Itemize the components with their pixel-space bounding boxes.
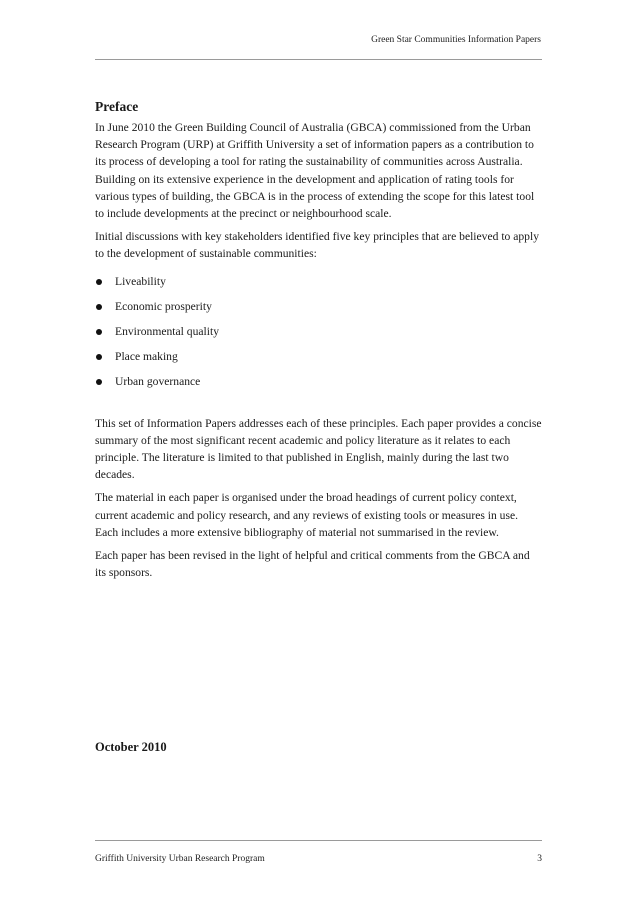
preface-paragraph-4: The material in each paper is organised under the broad headings of current policy context, current academic and policy research, and any reviews of existing tools or measures in use. Each includes a more extensive bibliography of material not summarised in the review. <box>95 491 519 539</box>
footer-organisation: Griffith University Urban Research Program <box>95 854 265 864</box>
principle-label: Liveability <box>115 274 166 288</box>
page-number: 3 <box>537 854 542 864</box>
principle-label: Economic prosperity <box>115 299 212 313</box>
preface-paragraph-1: In June 2010 the Green Building Council of Australia (GBCA) commissioned from the Urban Research Program (URP) at Griffith University a set of information papers as a contribution to its process of developing a tool for rating the sustainability of communities across Australia. Building on its extensive experience in the development and application of rating tools for various types of building, the GBCA is in the process of extending the scope for this latest tool to include developments at the precinct or neighbourhood scale. <box>95 121 535 221</box>
page-body <box>95 98 543 587</box>
preface-heading: Preface <box>95 99 139 114</box>
bullet-icon <box>96 279 102 285</box>
bullet-icon <box>96 304 102 310</box>
list-item <box>95 273 543 298</box>
bullet-icon <box>96 329 102 335</box>
bullet-icon <box>96 379 102 385</box>
list-item <box>95 348 543 373</box>
preface-paragraph-5: Each paper has been revised in the light of helpful and critical comments from the GBCA and its sponsors. <box>95 549 530 580</box>
principle-label: Urban governance <box>115 374 201 388</box>
principle-label: Place making <box>115 349 178 363</box>
list-item <box>95 323 543 348</box>
running-header: Green Star Communities Information Papers <box>371 35 541 45</box>
footer-rule <box>95 840 542 841</box>
document-date: October 2010 <box>95 740 167 754</box>
header-rule <box>95 59 542 60</box>
preface-paragraph-3: This set of Information Papers addresses each of these principles. Each paper provides a concise summary of the most significant recent academic and policy literature as it relates to each principle. The literature is limited to that published in English, mainly during the last two decades. <box>95 416 542 482</box>
list-item <box>95 298 543 323</box>
bullet-icon <box>96 354 102 360</box>
list-item <box>95 373 543 398</box>
preface-paragraph-2: Initial discussions with key stakeholders identified five key principles that are believed to apply to the development of sustainable communities: <box>95 230 539 261</box>
principles-list <box>95 273 543 398</box>
principle-label: Environmental quality <box>115 324 219 338</box>
spacer <box>95 398 543 415</box>
